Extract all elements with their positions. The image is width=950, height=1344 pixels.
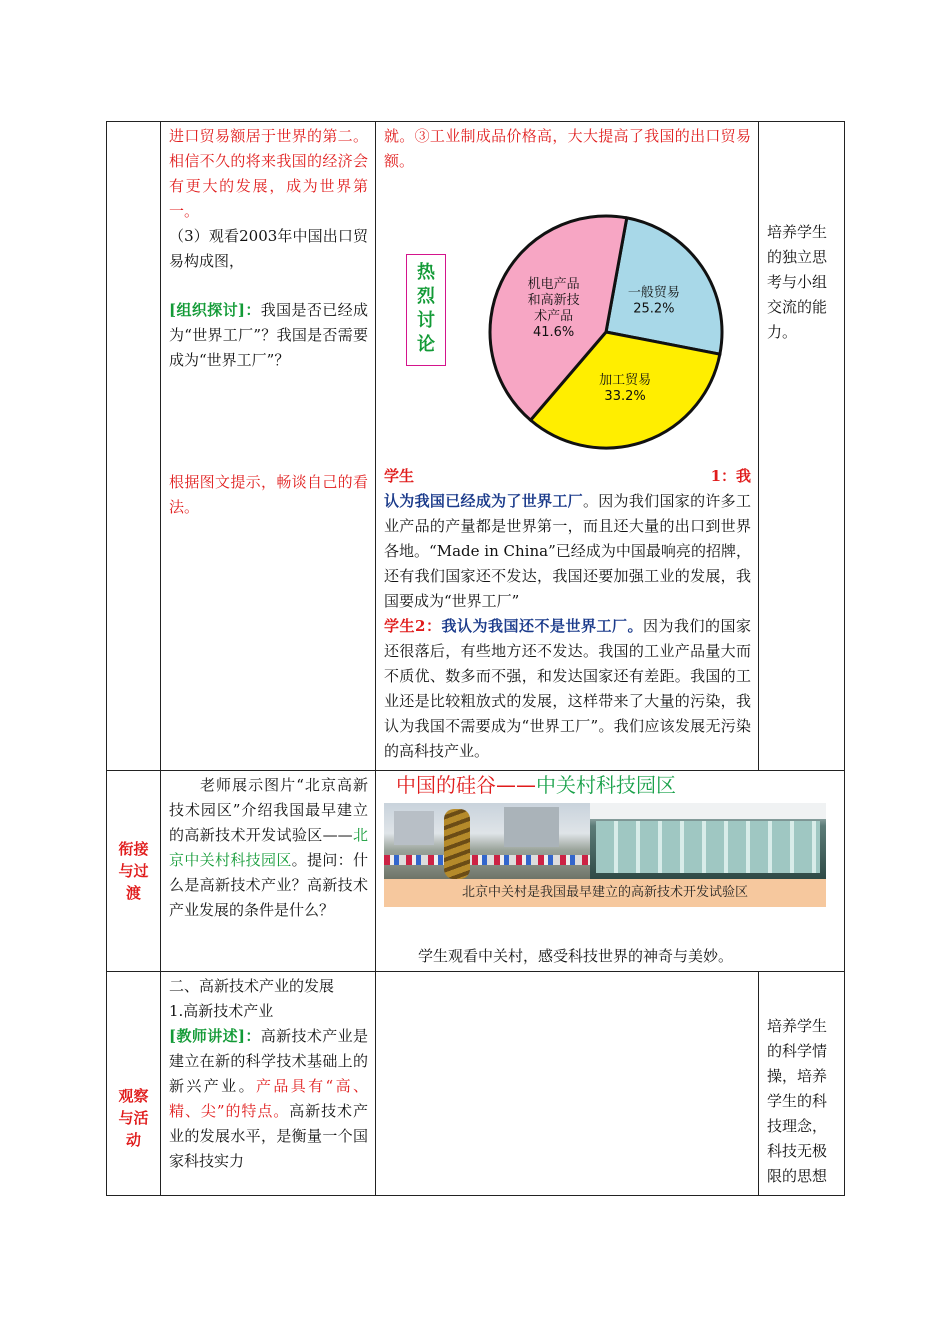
student-activity-cell (376, 122, 759, 771)
discussion-question: [组织探讨]：我国是否已经成为“世界工厂”？我国是否需要成为“世界工厂”？ (169, 301, 368, 369)
design-intent-text: 培养学生的科学情操，培养学生的科技理念，科技无极限的思想 (767, 1017, 828, 1185)
design-intent-cell (759, 122, 845, 771)
slice-label: 和高新技 (527, 293, 580, 309)
table-row (107, 771, 845, 972)
student2-answer: 学生2：我认为我国还不是世界工厂。因为我们的国家还很落后，有些地方还不发达。我国的工业产品量大而不质优、数多而不强，和发达国家还有差距。我国的工业还是比较粗放式的发展，这样带来了大量的污染，我认为我国不需要成为“世界工厂”。我们应该发展无污染的高科技产业。 (384, 617, 751, 760)
design-intent-cell (759, 972, 845, 1196)
slice-value-label: 33.2% (604, 388, 646, 404)
slice-value-label: 25.2% (633, 301, 675, 317)
intro-text: 就。③工业制成品价格高，大大提高了我国的出口贸易额。 (384, 127, 751, 170)
design-intent-text: 培养学生的独立思考与小组交流的能力。 (767, 223, 828, 341)
student-activity-cell (376, 771, 845, 972)
export-pie-chart (454, 210, 754, 450)
street-sculpture-photo (384, 803, 590, 879)
prompt-text: 根据图文提示，畅谈自己的看法。 (169, 473, 368, 516)
teacher-explanation: [教师讲述]：高新技术产业是建立在新的科学技术基础上的新兴产业。产品具有“高、精、尖”的特点。高新技术产业的发展水平，是衡量一个国家科技实力 (169, 1027, 368, 1170)
slice-label: 加工贸易 (599, 372, 652, 388)
image-caption: 北京中关村是我国最早建立的高新技术开发试验区 (384, 879, 826, 907)
teacher-activity-cell (161, 771, 376, 972)
slice-label: 术产品 (534, 309, 574, 325)
teacher-activity-cell (161, 972, 376, 1196)
table-row (107, 122, 845, 771)
zhongguancun-image (384, 771, 826, 921)
student1-line: 学生 1：我 (384, 467, 751, 485)
watch-chart-text: （3）观看2003年中国出口贸易构成图， (169, 227, 368, 270)
chart-area (384, 174, 751, 464)
student-observation-text: 学生观看中关村，感受科技世界的神奇与美妙。 (418, 947, 734, 965)
lesson-plan-table (106, 121, 845, 1196)
trade-conclusion-text: 进口贸易额居于世界的第二。相信不久的将来我国的经济会有更大的发展，成为世界第一。 (169, 127, 368, 220)
table-row (107, 972, 845, 1196)
zhongguancun-intro: 老师展示图片“北京高新技术园区”介绍我国最早建立的高新技术开发试验区——北京中关村科技园区。提问：什么是高新技术产业？高新技术产业发展的条件是什么？ (169, 776, 368, 919)
student-activity-cell (376, 972, 759, 1196)
subsection-heading: 1.高新技术产业 (169, 1002, 274, 1020)
stage-label: 观察与活动 (118, 1086, 149, 1149)
slice-label: 机电产品 (527, 277, 580, 293)
stage-cell (107, 771, 161, 972)
slice-label: 一般贸易 (627, 285, 680, 301)
slice-value-label: 41.6% (532, 325, 575, 341)
student1-answer: 认为我国已经成为了世界工厂。因为我们国家的许多工业产品的产量都是世界第一，而且还大量的出口到世界各地。“Made in China”已经成为中国最响亮的招牌，还有我们国家还不发达，我国还要加强工业的发展，我国要成为“世界工厂” (384, 492, 751, 610)
discussion-box: 热烈讨论 (406, 254, 446, 366)
section-heading: 二、高新技术产业的发展 (169, 977, 335, 995)
electronics-mall-photo (590, 803, 826, 879)
teacher-activity-cell (161, 122, 376, 771)
stage-cell (107, 122, 161, 771)
stage-cell (107, 972, 161, 1196)
stage-label: 衔接与过渡 (118, 840, 149, 902)
image-title: 中国的硅谷——中关村科技园区 (396, 773, 676, 797)
